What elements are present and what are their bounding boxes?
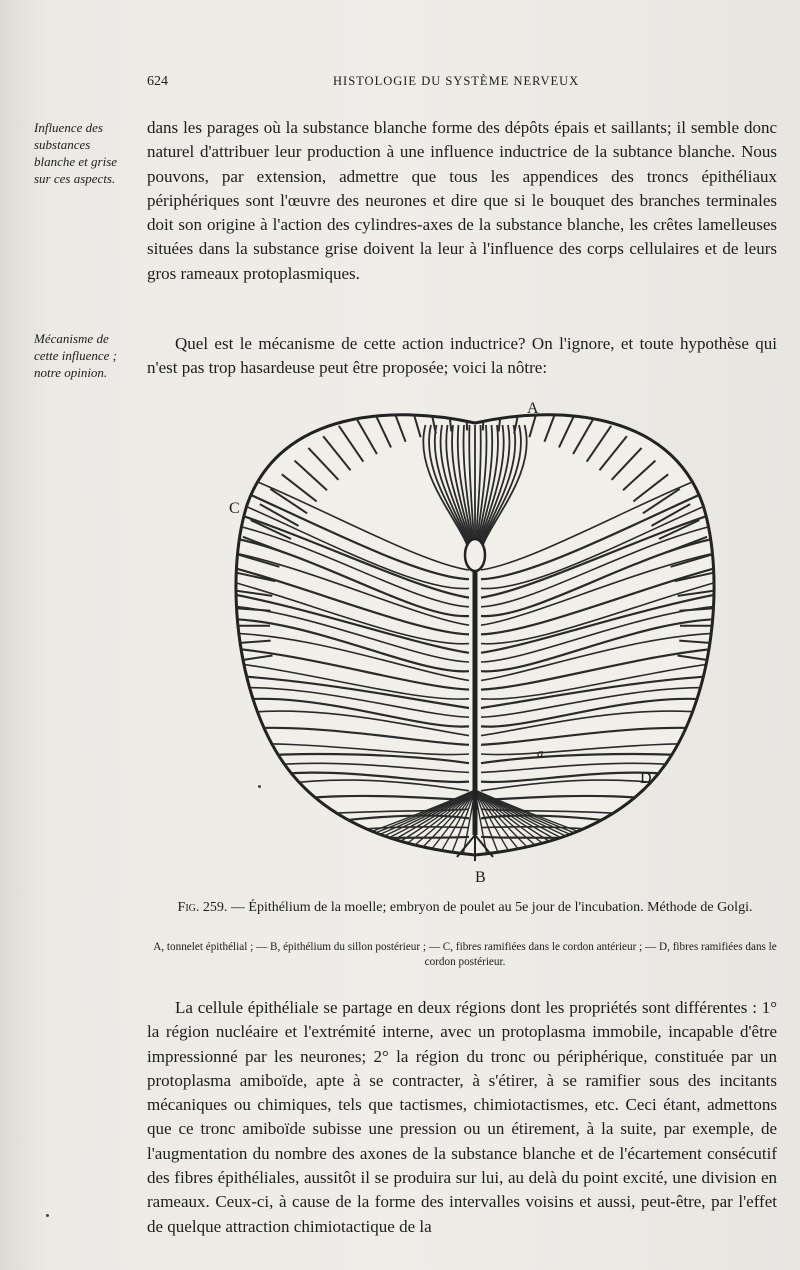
figure-caption [150,900,780,916]
paragraph: Quel est le mécanisme de cette action inductrice? On l'ignore, et toute hypothèse qui n'est pas trop hasardeuse peut être proposée; voici la nôtre: [147,334,777,378]
figure-number: Fig. 259. [177,900,228,915]
central-canal-bulb [465,539,485,571]
figure-label-a: A [527,400,539,417]
margin-note-mecanisme: Mécanisme de cette influence ; notre opinion. [34,331,118,380]
figure-spinal-cord-epithelium [225,395,725,885]
paragraph-2-block [147,332,777,381]
running-title: HISTOLOGIE DU SYSTÈME NERVEUX [333,74,580,88]
figure-label-c: C [229,500,240,517]
figure-label-a-small: a [537,745,544,760]
figure-caption-text: — Épithélium de la moelle; embryon de poulet au 5e jour de l'incubation. Méthode de Golgi. [227,900,753,915]
ink-speck [258,785,261,788]
page-number: 624 [147,74,168,89]
spinal-cord-illustration [225,395,725,885]
paragraph: dans les parages où la substance blanche forme des dépôts épais et saillants; il semble donc naturel d'attribuer leur production à une influence inductrice de la subtance blanche. Nous pouvons, par extension, admettre que tous les appendices des troncs épithéliaux périphériques sont l'œuvre des neurones et dire que si le bouquet des branches terminales doit son origine à l'action des cylindres-axes de la substance blanche, les crêtes lamelleuses situées dans la substance grise doivent la leur à l'influence des corps cellulaires et de leurs gros rameaux protoplasmiques. [147,118,777,283]
figure-label-b: B [475,869,486,885]
figure-label-d: D [640,770,652,787]
paragraph-1-block [147,116,777,286]
paragraph: La cellule épithéliale se partage en deux régions dont les propriétés sont différentes : 1° la région nucléaire et l'extrémité interne, avec un protoplasma immobile, incapable d'être impressionné par les neurones; 2° la région du tronc ou périphérique, constituée par un protoplasma amiboïde, apte à se contracter, à s'étirer, à se ramifier sous des incitants mécaniques ou chimiques, tels que tactismes, chimiotactismes, etc. Ceci étant, admettons que ce tronc amiboïde subisse une pression ou un étirement, à la suite, par exemple, de l'augmentation du nombre des axones de la substance blanche et de l'écartement consécutif des fibres épithéliales, aussitôt il se produira sur lui, au delà du point excité, une division en rameaux. Ceux-ci, à cause de la forme des intervalles voisins et aussi, peut-être, par l'effet de quelque attraction chimiotactique de la [147,998,777,1236]
paragraph-3-block [147,996,777,1239]
ink-speck [46,1214,49,1217]
margin-note-influence: Influence des substances blanche et grise sur ces aspects. [34,120,118,186]
running-head [147,74,767,94]
figure-legend: A, tonnelet épithélial ; — B, épithélium du sillon postérieur ; — C, fibres ramifiées dans le cordon antérieur ; — D, fibres ramifiées dans le cordon postérieur. [153,941,777,968]
